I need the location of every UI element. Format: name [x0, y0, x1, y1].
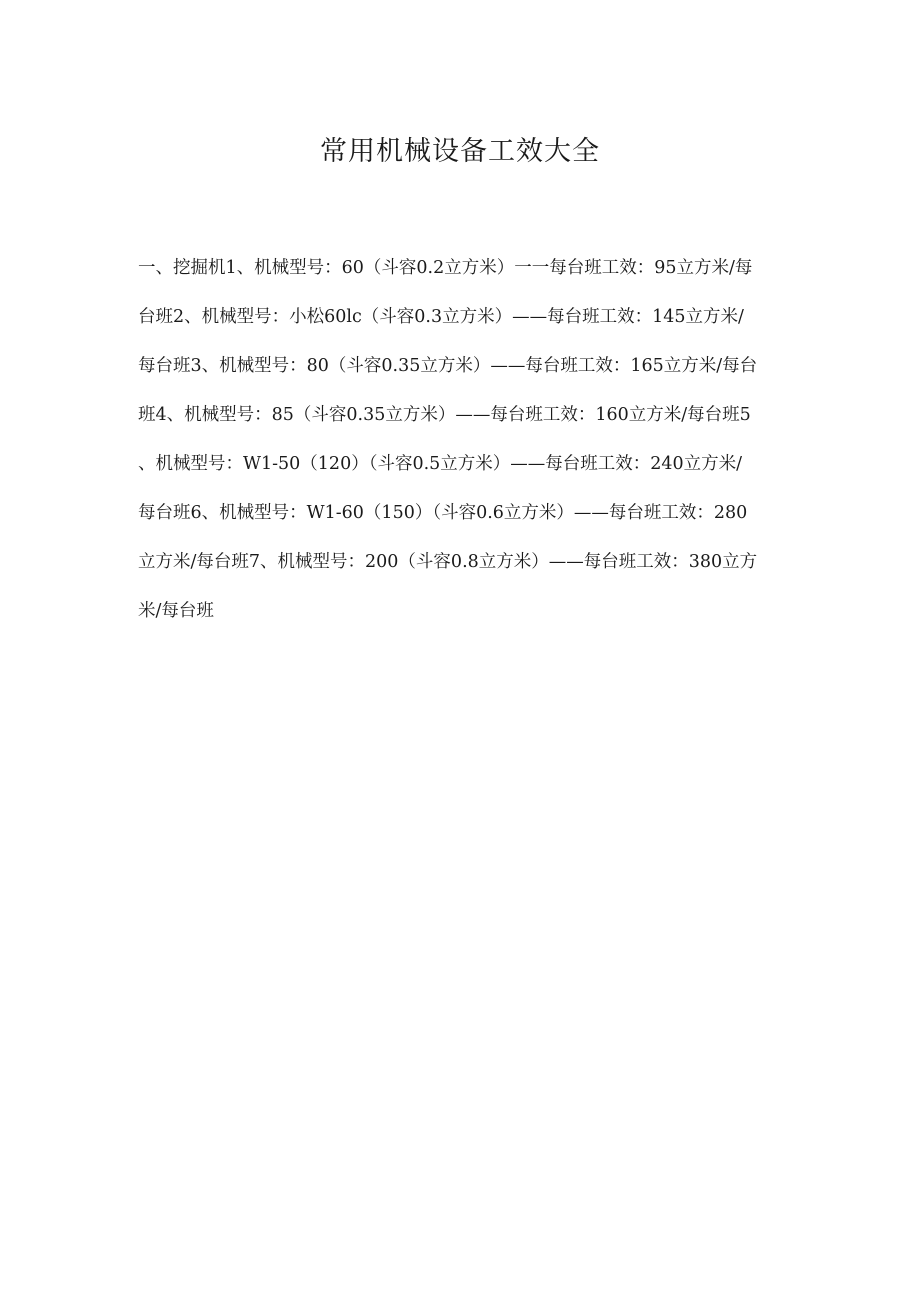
body-line: 每台班3、机械型号：80（斗容0.35立方米）——每台班工效：165立方米/每台 — [138, 356, 758, 376]
document-title: 常用机械设备工效大全 — [320, 136, 600, 167]
body-line: 每台班6、机械型号：W1-60（150）（斗容0.6立方米）——每台班工效：280 — [138, 503, 748, 523]
body-line: 立方米/每台班7、机械型号：200（斗容0.8立方米）——每台班工效：380立方 — [138, 552, 758, 572]
body-line: 台班2、机械型号：小松60lc（斗容0.3立方米）——每台班工效：145立方米/ — [138, 307, 744, 327]
body-line: 班4、机械型号：85（斗容0.35立方米）——每台班工效：160立方米/每台班5 — [138, 405, 751, 425]
body-line: 米/每台班 — [138, 601, 214, 621]
document-body — [138, 244, 782, 636]
body-line: 一、挖掘机1、机械型号：60（斗容0.2立方米）一一每台班工效：95立方米/每 — [138, 258, 753, 278]
body-line: 、机械型号：W1-50（120）（斗容0.5立方米）——每台班工效：240立方米/ — [138, 454, 743, 474]
